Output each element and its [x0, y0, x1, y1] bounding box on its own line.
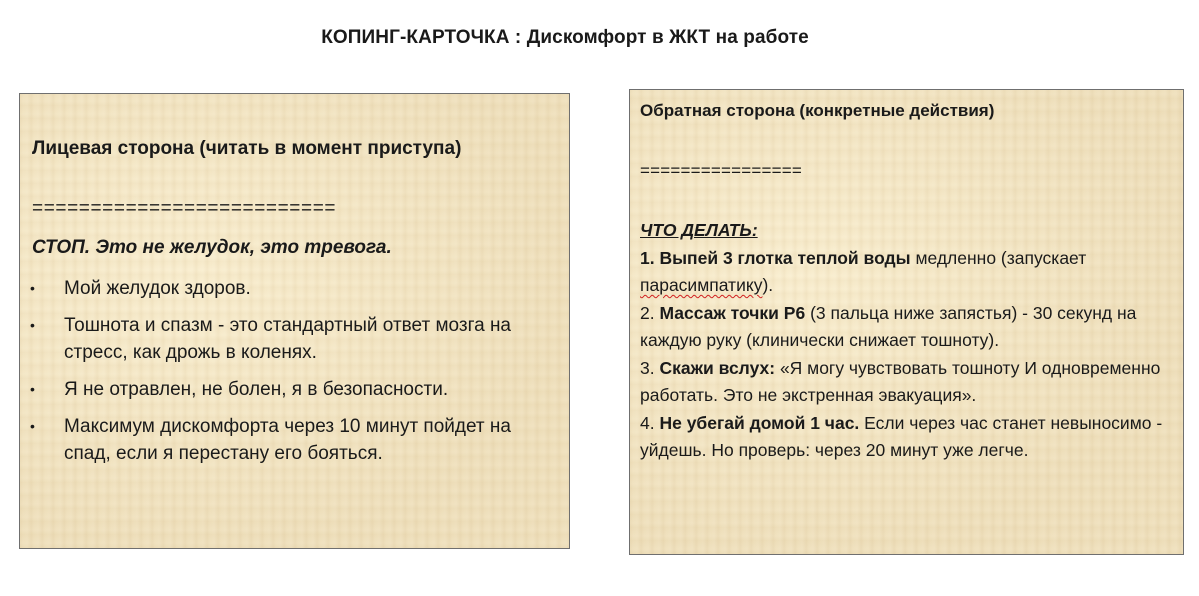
what-to-do-heading: ЧТО ДЕЛАТЬ:: [640, 220, 758, 240]
back-steps: [640, 217, 1175, 465]
step-3-bold: Скажи вслух:: [659, 357, 776, 378]
step-1-text: медленно (запускает: [910, 247, 1087, 268]
step-4-text: Если через час станет невыносимо - уйдешь. Но проверь: через 20 минут уже легче.: [640, 412, 1163, 460]
front-separator: ==========================: [32, 198, 337, 219]
list-item-text: Я не отравлен, не болен, я в безопасности.: [64, 379, 449, 400]
bullet-icon: •: [30, 317, 35, 333]
step-2-text: (3 пальца ниже запястья) - 30 секунд на каждую руку (клинически снижает тошноту).: [640, 302, 1137, 350]
step-4: [640, 410, 1175, 465]
card-back: [629, 89, 1184, 555]
front-heading: Лицевая сторона (читать в момент приступа): [32, 138, 462, 159]
list-item-text: Максимум дискомфорта через 10 минут пойдет на спад, если я перестану его бояться.: [64, 416, 511, 464]
step-2: [640, 300, 1175, 355]
step-2-number: 2.: [640, 302, 660, 323]
step-3: [640, 355, 1175, 410]
front-stop-phrase: СТОП. Это не желудок, это тревога.: [32, 237, 392, 258]
step-1-bold: 1. Выпей 3 глотка теплой воды: [640, 247, 911, 268]
step-4-number: 4.: [640, 412, 660, 433]
step-1-misspelled-word: парасимпатику: [640, 275, 763, 295]
step-1: [640, 245, 1175, 300]
step-3-number: 3.: [640, 357, 660, 378]
back-heading: Обратная сторона (конкретные действия): [640, 101, 995, 120]
page-title: КОПИНГ-КАРТОЧКА : Дискомфорт в ЖКТ на работе: [321, 27, 809, 48]
list-item: [20, 376, 560, 403]
list-item: [20, 413, 560, 467]
front-bullet-list: [20, 275, 560, 477]
list-item: [20, 275, 560, 302]
list-item: [20, 312, 560, 366]
bullet-icon: •: [30, 381, 35, 397]
step-4-bold: Не убегай домой 1 час.: [659, 412, 860, 433]
bullet-icon: •: [30, 280, 35, 296]
step-1-text-end: ).: [762, 275, 774, 295]
back-separator: ================: [640, 161, 803, 180]
list-item-text: Тошнота и спазм - это стандартный ответ мозга на стресс, как дрожь в коленях.: [64, 315, 512, 363]
bullet-icon: •: [30, 418, 35, 434]
step-3-text: «Я могу чувствовать тошноту И одновременно работать. Это не экстренная эвакуация».: [640, 357, 1161, 405]
step-2-bold: Массаж точки P6: [659, 302, 806, 323]
list-item-text: Мой желудок здоров.: [64, 278, 251, 299]
card-front: [19, 93, 570, 549]
